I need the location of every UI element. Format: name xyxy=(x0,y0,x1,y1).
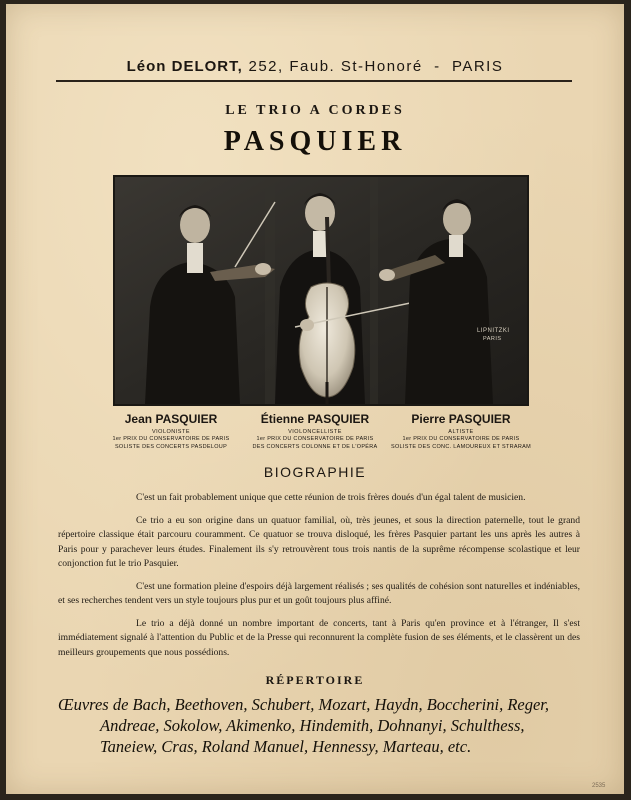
repertoire-list xyxy=(58,694,588,757)
musician-role: VIOLONISTE xyxy=(151,429,190,435)
biography-paragraph: C'est une formation pleine d'espoirs déjà largement réalisés ; ses qualités de cohésion sont naturelles et indéniables, et ses recherches tendent vers un style toujours plus pur et un goût toujours plus affiné. xyxy=(58,580,580,606)
photo-illustration xyxy=(115,177,527,404)
repertoire-line: Œuvres de Bach, Beethoven, Schubert, Mozart, Haydn, Boccherini, Reger, xyxy=(58,695,550,714)
musician-soloist: DES CONCERTS COLONNE ET DE L'OPÉRA xyxy=(252,444,378,450)
biography-paragraph: Ce trio a eu son origine dans un quatuor familial, où, très jeunes, et sous la direction paternelle, tout le grand répertoire classique était parcouru couramment. Ce quatuor se trouva disloqué, les frères Pasquier partant les uns après les autres à Paris pour y parachever leurs études. Finalement ils s'y retrouvèrent tous trois nantis de la suprême récompense scolastique et leur conjonction fut le trio Pasquier. xyxy=(58,514,580,569)
musician-first-name: Étienne xyxy=(260,412,305,426)
musician-prize: 1er PRIX DU CONSERVATOIRE DE PARIS xyxy=(256,436,374,442)
poster-sheet xyxy=(6,4,624,794)
header-dash: - xyxy=(434,58,441,75)
biography-paragraph: C'est un fait probablement unique que cette réunion de trois frères doués d'un égal talent de musicien. xyxy=(136,492,526,503)
musician-last-name: PASQUIER xyxy=(155,412,218,426)
trio-photograph xyxy=(113,175,529,406)
musician-soloist: SOLISTE DES CONC. LAMOUREUX ET STRARAM xyxy=(391,444,531,450)
biography-heading: BIOGRAPHIE xyxy=(263,464,367,480)
archive-stamp: 2535 xyxy=(592,783,606,789)
biography-text xyxy=(58,491,580,668)
publisher-city: PARIS xyxy=(451,58,504,75)
repertoire-line: Andreae, Sokolow, Akimenko, Hindemith, Dohnanyi, Schulthess, xyxy=(100,716,525,735)
title-subheading: LE TRIO A CORDES xyxy=(225,103,405,118)
repertoire-heading: RÉPERTOIRE xyxy=(265,673,365,687)
photo-credit-city: PARIS xyxy=(483,336,502,342)
musician-last-name: PASQUIER xyxy=(448,412,511,426)
publisher-name: Léon DELORT, xyxy=(126,58,243,75)
photo-credit-name: LIPNITZKI xyxy=(477,328,510,334)
musician-name xyxy=(366,412,556,426)
publisher-header xyxy=(6,58,624,75)
biography-paragraph: Le trio a déjà donné un nombre important de concerts, tant à Paris qu'en province et à l'étranger, Il s'est immédiatement signalé à l'attention du Public et de la Presse qui reconnurent la complète fusion de ses éléments, et le classèrent un des meilleurs groupements que nous possédions. xyxy=(58,617,580,658)
repertoire-line: Taneiew, Cras, Roland Manuel, Hennessy, Marteau, etc. xyxy=(100,737,472,756)
header-rule xyxy=(56,80,572,82)
publisher-address: 252, Faub. St-Honoré xyxy=(248,58,423,75)
musician-role: VIOLONCELLISTE xyxy=(288,429,342,435)
musician-first-name: Pierre xyxy=(411,412,446,426)
musician-prize: 1er PRIX DU CONSERVATOIRE DE PARIS xyxy=(402,436,520,442)
musician-pierre xyxy=(366,412,556,451)
title-heading: PASQUIER xyxy=(223,126,407,157)
musician-role: ALTISTE xyxy=(448,429,474,435)
musician-first-name: Jean xyxy=(124,412,153,426)
musician-prize: 1er PRIX DU CONSERVATOIRE DE PARIS xyxy=(112,436,230,442)
musician-soloist: SOLISTE DES CONCERTS PASDELOUP xyxy=(114,444,228,450)
musician-last-name: PASQUIER xyxy=(307,412,370,426)
